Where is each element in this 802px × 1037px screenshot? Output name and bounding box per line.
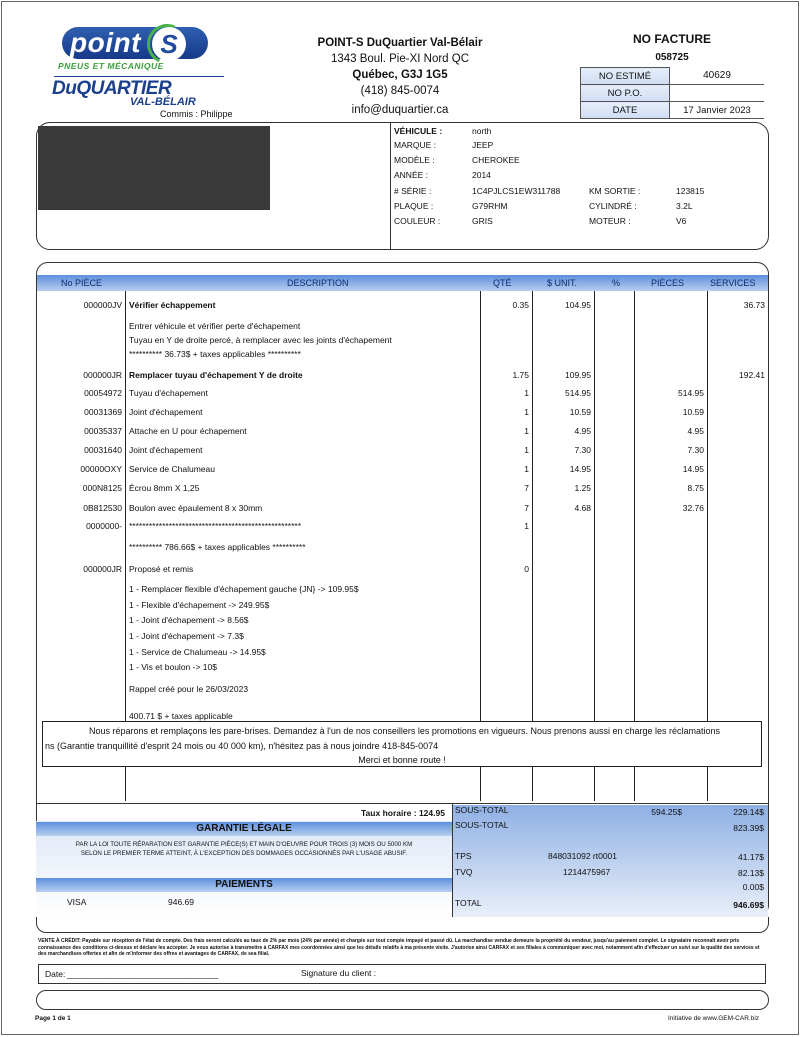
company-address: 1343 Boul. Pie-XI Nord QC xyxy=(330,53,470,65)
item-description: Attache en U pour échapement xyxy=(129,426,247,436)
col-part: No PIÈCE xyxy=(61,278,103,288)
item-description: Proposé et remis xyxy=(129,564,194,574)
item-description: Joint d'échapement xyxy=(129,407,203,417)
subtotal-services: 229.14$ xyxy=(733,807,764,817)
company-city: Québec, G3J 1G5 xyxy=(352,69,448,81)
commis: Commis : Philippe xyxy=(160,109,233,119)
vehicle-extra-value: V6 xyxy=(676,216,687,226)
logo-valbelair: VAL-BÉLAIR xyxy=(130,96,196,108)
extra-value: 0.00$ xyxy=(742,882,764,892)
fine-print: VENTE À CRÉDIT: Payable sur réception de l'état de compte. Des frais seront calculés au taux de 2% par mois (24% par année) et chargés sur tout compte impayé et passé dû. La marchandise vendue demeure la propriété du vendeur, jusqu'au paiement complet. Le signataire reconnaît avoir pris connaissance des conditions ci-dessus et déclare les accepter. Je vous autorise à transmettre à CARFAX mes coordonnées ainsi que les détails relatifs à ma présente visite. J'autorise ainsi CARFAX et ses filiales à communiquer avec moi, notamment afin d'effectuer un suivi sur la qualité des services et des marchandises offertes et afin de m'informer des offres et avantages de CARFAX, de sea filial. xyxy=(38,938,760,957)
item-description: Remplacer tuyau d'échapement Y de droite xyxy=(129,370,303,380)
tvq-number: 1214475967 xyxy=(563,867,611,877)
footer-credit: Initiative de www.GEM-CAR.biz xyxy=(668,1015,760,1022)
item-qty: 0.35 xyxy=(512,300,529,310)
page-number: Page 1 de 1 xyxy=(35,1015,71,1022)
warranty-line1: PAR LA LOI TOUTE RÉPARATION EST GARANTIE PIÈCE(S) ET MAIN D'OEUVRE POUR TROIS (3) MOIS OU 5000 KM xyxy=(75,841,413,848)
item-part-number: 000000JR xyxy=(83,370,122,380)
item-description: 1 - Flexible d'échapement -> 249.95$ xyxy=(129,600,270,610)
vehicle-extra-label: KM SORTIE : xyxy=(589,186,641,196)
item-qty: 1 xyxy=(524,464,529,474)
tps-number: 848031092 rt0001 xyxy=(548,851,618,861)
item-description: ********** 786.66$ + taxes applicables ********** xyxy=(129,542,306,552)
po-value xyxy=(670,85,765,102)
tps-value: 41.17$ xyxy=(738,852,764,862)
logo-word: point xyxy=(70,27,141,58)
item-part-number: 00035337 xyxy=(84,426,122,436)
vehicle-field-value: 1C4PJLCS1EW311788 xyxy=(472,186,561,196)
item-parts-amount: 32.76 xyxy=(682,503,704,513)
vehicle-field-value: G79RHM xyxy=(472,201,508,211)
item-parts-amount: 14.95 xyxy=(682,464,704,474)
item-unit-price: 514.95 xyxy=(565,388,591,398)
total-label: TOTAL xyxy=(455,898,482,908)
subtotal2-value: 823.39$ xyxy=(733,823,764,833)
col-qty: QTÉ xyxy=(493,278,512,288)
item-unit-price: 4.95 xyxy=(574,426,591,436)
notice-line3: Merci et bonne route ! xyxy=(358,755,446,765)
estimate-label: NO ESTIMÉ xyxy=(581,68,670,85)
col-pct: % xyxy=(612,278,621,288)
item-qty: 1 xyxy=(524,407,529,417)
item-parts-amount: 8.75 xyxy=(687,483,704,493)
items-header xyxy=(37,275,768,291)
item-qty: 7 xyxy=(524,503,529,513)
tvq-value: 82.13$ xyxy=(738,868,764,878)
item-description: Rappel créé pour le 26/03/2023 xyxy=(129,684,249,694)
logo-duquartier: DuQUARTIER xyxy=(52,78,172,99)
invoice-title: NO FACTURE xyxy=(633,32,711,46)
item-unit-price: 1.25 xyxy=(574,483,591,493)
notice-line1: Nous réparons et remplaçons les pare-brises. Demandez à l'un de nos conseillers les promotions en vigueurs. Nous prenons aussi en charge les réclamations xyxy=(89,726,721,736)
item-unit-price: 14.95 xyxy=(569,464,591,474)
item-qty: 1 xyxy=(524,445,529,455)
warranty-title: GARANTIE LÉGALE xyxy=(36,822,452,836)
tps-label: TPS xyxy=(455,851,472,861)
vehicle-field-label: PLAQUE : xyxy=(394,201,434,211)
logo-tagline: PNEUS ET MÉCANIQUE xyxy=(58,61,164,71)
logo-divider xyxy=(54,76,224,77)
subtotal-parts: 594.25$ xyxy=(651,807,682,817)
item-qty: 1.75 xyxy=(512,370,529,380)
promo-notice xyxy=(42,721,762,767)
item-qty: 1 xyxy=(524,388,529,398)
item-part-number: 00054972 xyxy=(84,388,122,398)
item-description: 1 - Remplacer flexible d'échapement gauche {JN} -> 109.95$ xyxy=(129,584,359,594)
vehicle-extra-label: MOTEUR : xyxy=(589,216,631,226)
company-phone: (418) 845-0074 xyxy=(360,85,440,97)
item-part-number: 00031369 xyxy=(84,407,122,417)
invoice-number: 058725 xyxy=(655,52,689,63)
bottom-frame xyxy=(36,990,769,1010)
vehicle-divider xyxy=(390,123,391,249)
item-unit-price: 4.68 xyxy=(574,503,591,513)
payments-title: PAIEMENTS xyxy=(36,878,452,892)
date-value: 17 Janvier 2023 xyxy=(670,102,765,119)
date-sign-label: Date: xyxy=(45,969,66,979)
col-desc: DESCRIPTION xyxy=(287,278,349,288)
item-part-number: 0000000- xyxy=(86,521,122,531)
item-qty: 7 xyxy=(524,483,529,493)
item-parts-amount: 7.30 xyxy=(687,445,704,455)
vehicle-field-value: GRIS xyxy=(472,216,493,226)
company-email: info@duquartier.ca xyxy=(351,104,449,116)
item-qty: 1 xyxy=(524,521,529,531)
payment-method: VISA xyxy=(67,897,87,907)
invoice-info-table xyxy=(580,67,764,119)
subtotal-label: SOUS-TOTAL xyxy=(455,805,509,815)
totals-frame xyxy=(36,917,769,933)
warranty-line2: SELON LE PREMIER TERME ATTEINT, À L'EXCEPTION DES DOMMAGES OCCASIONNÉS PAR L'USAGE ABUSIF. xyxy=(80,850,408,857)
item-description: 1 - Vis et boulon -> 10$ xyxy=(129,662,217,672)
item-description: Boulon avec épaulement 8 x 30mm xyxy=(129,503,263,513)
item-description: Service de Chalumeau xyxy=(129,464,215,474)
item-description: 1 - Joint d'échapement -> 7.3$ xyxy=(129,631,244,641)
vehicle-field-value: north xyxy=(472,126,492,136)
vehicle-field-value: 2014 xyxy=(472,170,491,180)
item-description: **************************************************** xyxy=(129,521,302,531)
item-description: ********** 36.73$ + taxes applicables ********** xyxy=(129,349,301,359)
item-part-number: 00031640 xyxy=(84,445,122,455)
item-part-number: 00000OXY xyxy=(80,464,122,474)
item-parts-amount: 10.59 xyxy=(682,407,704,417)
vehicle-extra-value: 123815 xyxy=(676,186,705,196)
item-description: 1 - Service de Chalumeau -> 14.95$ xyxy=(129,647,266,657)
po-label: NO P.O. xyxy=(581,85,670,102)
customer-redacted-block xyxy=(38,126,270,210)
vehicle-field-label: VÉHICULE : xyxy=(394,126,443,136)
item-parts-amount: 514.95 xyxy=(678,388,704,398)
tvq-label: TVQ xyxy=(455,867,473,877)
item-description: Vérifier échappement xyxy=(129,300,216,310)
subtotal2-label: SOUS-TOTAL xyxy=(455,820,509,830)
vehicle-field-value: JEEP xyxy=(472,140,494,150)
vehicle-field-label: MODÈLE : xyxy=(394,155,435,165)
item-part-number: 000N8125 xyxy=(82,483,122,493)
col-services: SERVICES xyxy=(710,278,756,288)
totals-divider xyxy=(36,803,769,804)
item-unit-price: 10.59 xyxy=(569,407,591,417)
vehicle-field-label: ANNÉE : xyxy=(394,170,429,180)
col-parts: PIÈCES xyxy=(651,278,685,288)
item-description: Entrer véhicule et vérifier perte d'échapement xyxy=(129,321,301,331)
item-part-number: 0B812530 xyxy=(83,503,122,513)
notice-line2: ns (Garantie tranquillité d'esprit 24 mois ou 40 000 km), n'hésitez pas à nous joindre 418-845-0074 xyxy=(45,741,439,751)
item-unit-price: 7.30 xyxy=(574,445,591,455)
estimate-value: 40629 xyxy=(670,68,765,85)
item-description: Tuyau en Y de droite percé, à remplacer avec les joints d'échapement xyxy=(129,335,392,345)
hourly-rate: Taux horaire : 124.95 xyxy=(361,808,445,818)
payment-amount: 946.69 xyxy=(168,897,194,907)
item-description: 400.71 $ + taxes applicable xyxy=(129,711,233,721)
vehicle-extra-label: CYLINDRÉ : xyxy=(589,201,637,211)
item-part-number: 000000JR xyxy=(83,564,122,574)
item-qty: 1 xyxy=(524,426,529,436)
vehicle-field-value: CHEROKEE xyxy=(472,155,520,165)
date-sign-line: ________________________________ xyxy=(67,969,219,979)
date-label: DATE xyxy=(581,102,670,119)
item-qty: 0 xyxy=(524,564,529,574)
item-parts-amount: 4.95 xyxy=(687,426,704,436)
signature-label: Signature du client : xyxy=(301,968,377,978)
vehicle-field-label: # SÉRIE : xyxy=(394,186,432,196)
item-description: Joint d'échapement xyxy=(129,445,203,455)
signature-box xyxy=(38,964,766,984)
vehicle-field-label: MARQUE : xyxy=(394,140,437,150)
total-value: 946.69$ xyxy=(733,900,764,910)
item-description: Écrou 8mm X 1,25 xyxy=(129,483,200,493)
vehicle-extra-value: 3.2L xyxy=(676,201,693,211)
item-part-number: 000000JV xyxy=(83,300,122,310)
vehicle-field-label: COULEUR : xyxy=(394,216,441,226)
item-unit-price: 104.95 xyxy=(565,300,591,310)
item-unit-price: 109.95 xyxy=(565,370,591,380)
col-unit: $ UNIT. xyxy=(547,278,578,288)
item-services-amount: 192.41 xyxy=(739,370,765,380)
logo-s-icon: S xyxy=(152,27,186,61)
panel-divider xyxy=(452,803,453,917)
item-services-amount: 36.73 xyxy=(743,300,765,310)
item-description: Tuyau d'échapement xyxy=(129,388,208,398)
item-description: 1 - Joint d'échapement -> 8.56$ xyxy=(129,615,249,625)
company-name: POINT-S DuQuartier Val-Bélair xyxy=(317,37,483,49)
